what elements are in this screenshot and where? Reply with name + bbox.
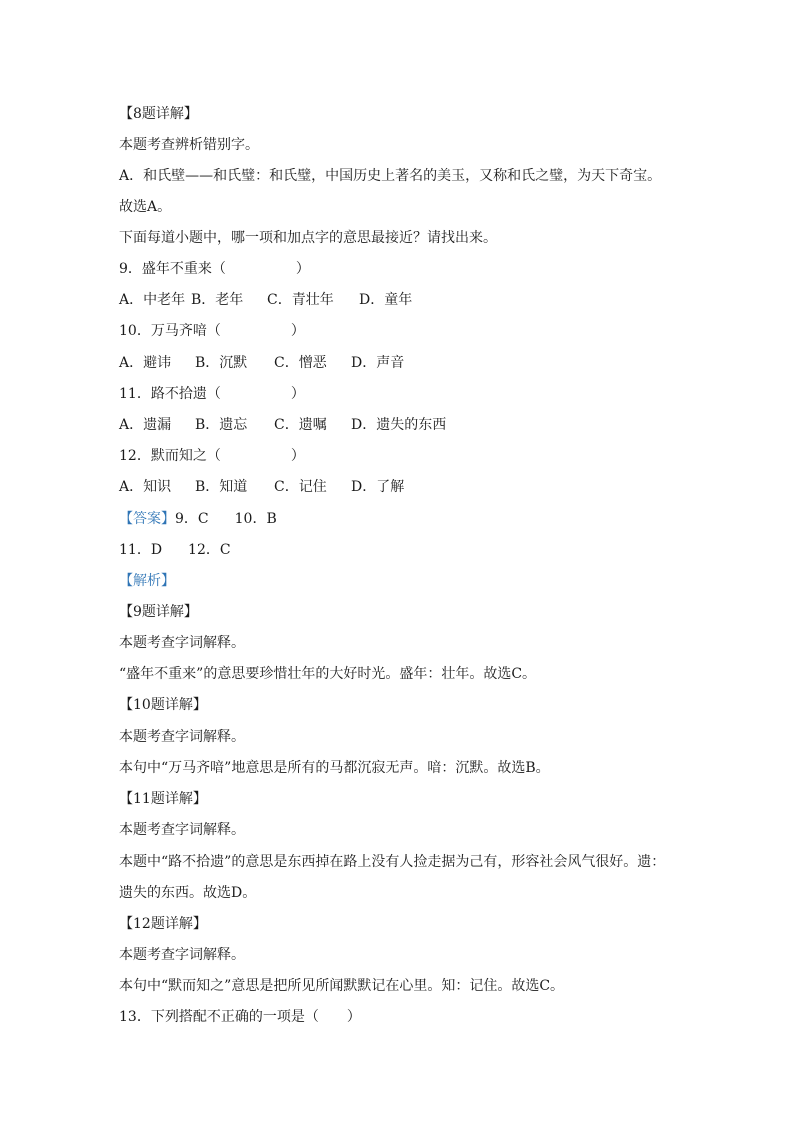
section-heading-q10: 【10题详解】 — [119, 697, 207, 713]
option-a: A．遗漏 — [119, 417, 172, 433]
option-d: D．了解 — [351, 479, 405, 495]
paragraph: 本题中“路不拾遗”的意思是东西掉在路上没有人捡走据为己有，形容社会风气很好。遗： — [119, 854, 666, 870]
option-b: B．沉默 — [195, 355, 248, 371]
question-11-options — [119, 415, 734, 435]
answer-line-1: 【答案】9．C 10．B — [119, 511, 277, 527]
option-c: C．记住 — [274, 479, 327, 495]
option-b: B．知道 — [195, 479, 248, 495]
question-9-options — [119, 290, 734, 310]
instruction: 下面每道小题中，哪一项和加点字的意思最接近？请找出来。 — [119, 230, 497, 246]
question-13: 13．下列搭配不正确的一项是（ ） — [119, 1009, 361, 1025]
section-heading-q8: 【8题详解】 — [119, 106, 198, 122]
paragraph: 故选A。 — [119, 199, 172, 215]
paragraph: 本句中“万马齐喑”地意思是所有的马都沉寂无声。喑：沉默。故选B。 — [119, 760, 550, 776]
option-c: C．青壮年 — [267, 292, 334, 308]
analysis-label: 【解析】 — [119, 573, 175, 589]
answer-line-2: 11．D 12．C — [119, 542, 231, 558]
option-c: C．憎恶 — [274, 355, 327, 371]
question-12-options — [119, 477, 734, 497]
paragraph: 本句中“默而知之”意思是把所见所闻默默记在心里。知：记住。故选C。 — [119, 978, 565, 994]
question-12: 12．默而知之（ ） — [119, 448, 305, 464]
paragraph: 本题考查辨析错别字。 — [119, 137, 259, 153]
section-heading-q11: 【11题详解】 — [119, 791, 207, 807]
question-11: 11．路不拾遗（ ） — [119, 386, 305, 402]
option-a: A．避讳 — [119, 355, 172, 371]
paragraph: 本题考查字词解释。 — [119, 947, 245, 963]
option-a: A．中老年 — [119, 292, 186, 308]
paragraph: 本题考查字词解释。 — [119, 729, 245, 745]
question-9: 9．盛年不重来（ ） — [119, 261, 310, 277]
paragraph: “盛年不重来”的意思要珍惜壮年的大好时光。盛年：壮年。故选C。 — [119, 666, 537, 682]
paragraph: 遗失的东西。故选D。 — [119, 885, 257, 901]
option-b: B．遗忘 — [195, 417, 248, 433]
section-heading-q9: 【9题详解】 — [119, 604, 198, 620]
option-a: A．知识 — [119, 479, 172, 495]
paragraph: A．和氏壁——和氏璧：和氏璧，中国历史上著名的美玉，又称和氏之璧，为天下奇宝。 — [119, 168, 662, 184]
option-d: D．声音 — [351, 355, 405, 371]
section-heading-q12: 【12题详解】 — [119, 916, 207, 932]
option-b: B．老年 — [191, 292, 244, 308]
answer-label: 【答案】 — [119, 511, 175, 527]
question-10-options — [119, 353, 734, 373]
paragraph: 本题考查字词解释。 — [119, 635, 245, 651]
option-c: C．遗嘱 — [274, 417, 327, 433]
option-d: D．童年 — [359, 292, 413, 308]
paragraph: 本题考查字词解释。 — [119, 822, 245, 838]
option-d: D．遗失的东西 — [351, 417, 447, 433]
question-10: 10．万马齐喑（ ） — [119, 323, 305, 339]
